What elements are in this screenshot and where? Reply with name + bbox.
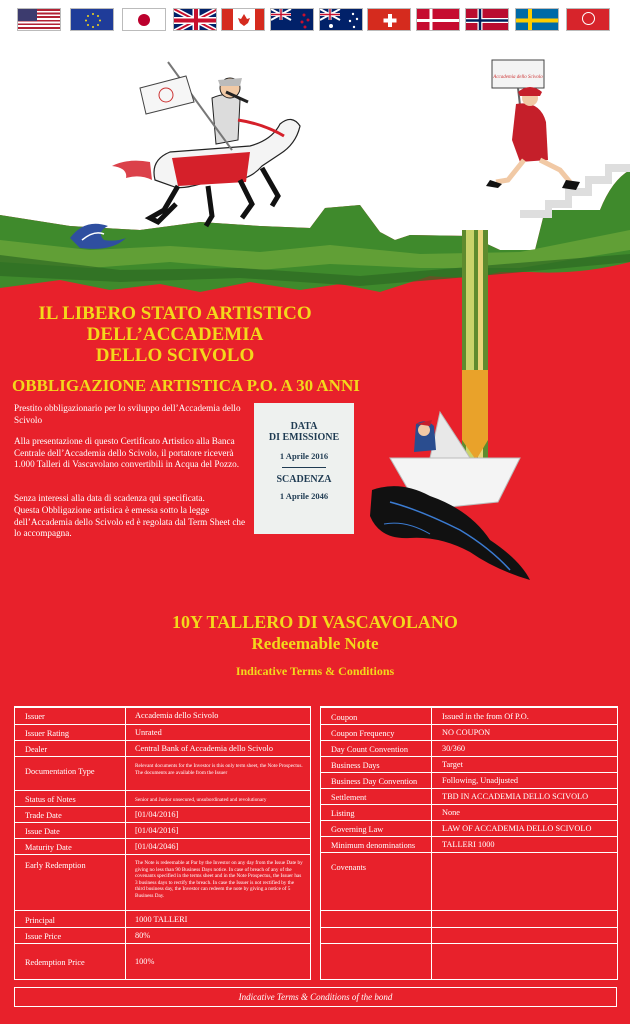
intro-paragraph-3: Senza interessi alla data di scadenza qui specificata.: [14, 493, 205, 503]
issuer-rating-value: Unrated: [135, 728, 162, 737]
trade-date-key: Trade Date: [25, 811, 62, 820]
trade-date-value: [01/04/2016]: [135, 810, 179, 819]
table-row: [321, 910, 617, 927]
minimum-denominations-key: Minimum denominations: [331, 841, 416, 850]
issue-date-value: [01/04/2016]: [135, 826, 179, 835]
norway-flag: [465, 8, 509, 31]
coupon-frequency-value: NO COUPON: [442, 728, 491, 737]
maturity-date-value: [01/04/2046]: [135, 842, 179, 851]
table-row: [321, 740, 617, 756]
table-row: [321, 772, 617, 788]
table-row: [15, 707, 310, 724]
uk-flag: [173, 8, 217, 31]
right-terms-table: [320, 706, 618, 980]
dealer-value: Central Bank of Accademia dello Scivolo: [135, 744, 274, 753]
principal-key: Principal: [25, 916, 55, 925]
table-row: [15, 838, 310, 854]
table-row: [321, 927, 617, 943]
date-separator: [282, 467, 326, 468]
early-redemption-value: The Note is redeemable at Par by the Investor on any day from the Issue Date by giving no less than 90 Business Days notice. In case of breach of any of the covenants specified in the terms sheet and in the Note Prospectus, the Issuer has 3 business days to rectify the breach. In case the Issuer is not rectified by the third business day, the Investor can redeem the note by giving a notice of 5 Business Day.: [135, 860, 303, 899]
table-row: [321, 788, 617, 804]
table-row: [15, 806, 310, 822]
table-row: [321, 820, 617, 836]
day-count-key: Day Count Convention: [331, 745, 408, 754]
state-title-line3: DELLO SCIVOLO: [95, 345, 255, 366]
business-days-key: Business Days: [331, 761, 380, 770]
maturity-date-value: 1 Aprile 2046: [279, 491, 329, 501]
table-row: [15, 790, 310, 806]
status-of-notes-value: Senior and Junior unsecured, unsubordinated and revolutionary: [135, 797, 267, 803]
issue-date-label-1: DATA: [290, 421, 318, 432]
business-days-value: Target: [442, 760, 463, 769]
australia-flag: [319, 8, 363, 31]
coupon-value: Issued in the from Of P.O.: [442, 712, 529, 721]
sweden-flag: [515, 8, 559, 31]
settlement-value: TBD IN ACCADEMIA DELLO SCIVOLO: [442, 792, 589, 801]
japan-flag: [122, 8, 166, 31]
canada-flag: [221, 8, 265, 31]
maturity-date-key: Maturity Date: [25, 843, 72, 852]
table-row: [15, 910, 310, 927]
business-day-convention-key: Business Day Convention: [331, 777, 418, 786]
date-box: [254, 403, 354, 534]
governing-law-value: LAW OF ACCADEMIA DELLO SCIVOLO: [442, 824, 592, 833]
table-row: [321, 724, 617, 740]
issuer-value: Accademia dello Scivolo: [135, 711, 219, 720]
table-row: [15, 756, 310, 790]
maturity-label: SCADENZA: [276, 474, 332, 485]
day-count-value: 30/360: [442, 744, 466, 753]
footer-caption: Indicative Terms & Conditions of the bond: [14, 987, 617, 1007]
issue-date-key: Issue Date: [25, 827, 60, 836]
issue-date-label-2: DI EMISSIONE: [268, 432, 340, 443]
state-title-line2: DELL’ACCADEMIA: [86, 324, 264, 345]
intro-paragraph-1: Prestito obbligazionario per lo sviluppo dell’Accademia dello Scivolo: [14, 403, 241, 425]
boy-in-paper-boat: [370, 412, 530, 580]
coupon-frequency-key: Coupon Frequency: [331, 729, 395, 738]
issue-price-key: Issue Price: [25, 932, 62, 941]
table-row: [321, 756, 617, 772]
coupon-key: Coupon: [331, 713, 358, 722]
governing-law-key: Governing Law: [331, 825, 384, 834]
table-row: [321, 943, 617, 979]
business-day-convention-value: Following, Unadjusted: [442, 776, 519, 785]
issue-date-value: 1 Aprile 2016: [279, 451, 329, 461]
table-row: [15, 927, 310, 943]
intro-paragraph-4: Questa Obbligazione artistica è emessa sotto la legge dell’Accademia dello Scivolo ed è regolata dal Term Sheet che lo accompagna.: [14, 505, 246, 538]
settlement-key: Settlement: [331, 793, 367, 802]
bond-subtitle: OBBLIGAZIONE ARTISTICA P.O. A 30 ANNI: [12, 376, 360, 395]
minimum-denominations-value: TALLERI 1000: [442, 840, 495, 849]
listing-value: None: [442, 808, 460, 817]
switzerland-flag: [367, 8, 411, 31]
denmark-flag: [416, 8, 460, 31]
sign-text: Accademia dello Scivolo: [493, 75, 543, 80]
note-subtitle: Redeemable Note: [251, 634, 379, 653]
issuer-rating-key: Issuer Rating: [25, 729, 70, 738]
flags-bar: [0, 0, 630, 40]
seal-flag: [566, 8, 610, 31]
redemption-price-value: 100%: [135, 957, 155, 966]
eu-flag: [70, 8, 114, 31]
dealer-key: Dealer: [25, 745, 48, 754]
issuer-key: Issuer: [25, 712, 45, 721]
left-terms-table: [14, 706, 311, 980]
table-row: [321, 707, 617, 724]
newzealand-flag: [270, 8, 314, 31]
table-row: [15, 822, 310, 838]
intro-paragraph-2: Alla presentazione di questo Certificato Artistico alla Banca Centrale dell’Accademia dello Scivolo, il portatore riceverà 1.000 Talleri di Vascavolano convertibili in Acqua del Pozzo.: [14, 436, 240, 469]
documentation-type-value: Relevant documents for the Investor is this only term sheet, the Note Prospectus. The documents are available from the Issuer: [135, 763, 303, 776]
table-row: [321, 836, 617, 852]
documentation-type-key: Documentation Type: [25, 767, 95, 776]
early-redemption-key: Early Redemption: [25, 861, 86, 870]
state-title: [0, 303, 350, 366]
status-of-notes-key: Status of Notes: [25, 795, 76, 804]
table-row: [15, 943, 310, 979]
issue-price-value: 80%: [135, 931, 151, 940]
state-title-line1: IL LIBERO STATO ARTISTICO: [38, 303, 312, 324]
table-row: [15, 854, 310, 910]
note-title: 10Y TALLERO DI VASCAVOLANO: [172, 612, 458, 632]
table-row: [321, 852, 617, 910]
table-row: [321, 804, 617, 820]
terms-heading: Indicative Terms & Conditions: [235, 664, 395, 678]
principal-value: 1000 TALLERI: [135, 915, 188, 924]
redemption-price-key: Redemption Price: [25, 958, 85, 967]
table-row: [15, 724, 310, 740]
covenants-key: Covenants: [331, 863, 367, 872]
table-row: [15, 740, 310, 756]
us-flag: [17, 8, 61, 31]
listing-key: Listing: [331, 809, 355, 818]
